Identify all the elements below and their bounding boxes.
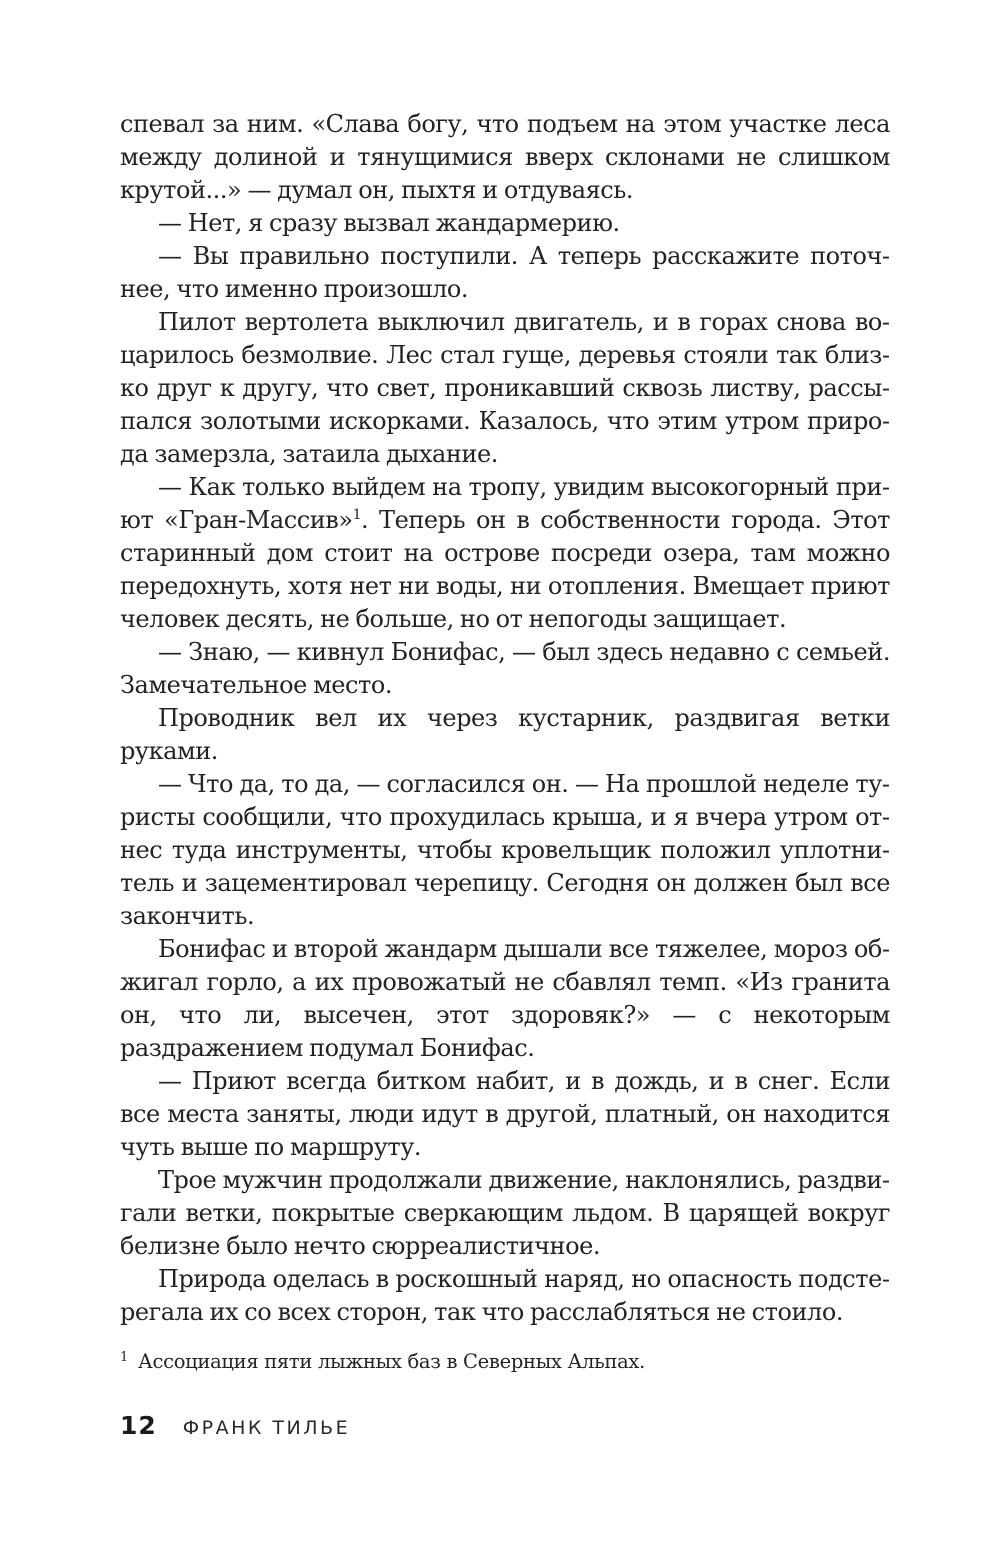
paragraph-3: — Вы правильно поступили. А теперь расскажите поточнее, что именно произошло. (120, 242, 890, 303)
book-page (120, 108, 890, 1440)
author-name: ФРАНК ТИЛЬЕ (182, 1417, 351, 1439)
paragraph-2: — Нет, я сразу вызвал жандармерию. (158, 209, 620, 237)
main-text (120, 108, 890, 1329)
paragraph-12: Природа оделась в роскошный наряд, но опасность подстерегала их со всех сторон, так что расслабляться не стоило. (120, 1265, 890, 1326)
footnote-reference: 1 (352, 507, 362, 523)
paragraph-1: спевал за ним. «Слава богу, что подъем на этом участке леса между долиной и тянущимися вверх склонами не слишком крутой...» — думал он, пыхтя и отдуваясь. (120, 110, 890, 204)
paragraph-4: Пилот вертолета выключил двигатель, и в горах снова воцарилось безмолвие. Лес стал гуще, деревья стояли так близко друг к другу, что свет, проникавший сквозь листву, рассыпался золотыми искорками. Казалось, что этим утром природа замерзла, затаила дыхание. (120, 308, 890, 468)
paragraph-8: — Что да, то да, — согласился он. — На прошлой неделе туристы сообщили, что прохудилась крыша, и я вчера утром отнес туда инструменты, чтобы кровельщик положил уплотнитель и зацементировал черепицу. Сегодня он должен был все закончить. (120, 770, 890, 930)
paragraph-10: — Приют всегда битком набит, и в дождь, и в снег. Если все места заняты, люди идут в другой, платный, он находится чуть выше по маршруту. (120, 1067, 890, 1161)
page-footer (120, 1411, 890, 1440)
paragraph-5-part-2: . Теперь он в собственности города. Этот старинный дом стоит на острове посреди озера, там можно передохнуть, хотя нет ни воды, ни отопления. Вмещает приют человек десять, не больше, но от непогоды защищает. (120, 506, 890, 633)
paragraph-7: Проводник вел их через кустарник, раздвигая ветки руками. (120, 704, 890, 765)
paragraph-6: — Знаю, — кивнул Бонифас, — был здесь недавно с семьей. Замечательное место. (120, 638, 890, 699)
paragraph-5-part-1: — Как только выйдем на тропу, увидим высокогорный приют «Гран-Массив» (120, 473, 890, 534)
footnote (120, 1349, 890, 1375)
page-number: 12 (120, 1411, 157, 1440)
paragraph-5 (120, 471, 890, 636)
paragraph-9: Бонифас и второй жандарм дышали все тяжелее, мороз обжигал горло, а их провожатый не сбавлял темп. «Из гранита он, что ли, высечен, этот здоровяк?» — с некоторым раздражением подумал Бонифас. (120, 935, 890, 1062)
paragraph-11: Трое мужчин продолжали движение, наклонялись, раздвигали ветки, покрытые сверкающим льдом. В царящей вокруг белизне было нечто сюрреалистичное. (120, 1166, 890, 1260)
footnote-mark: 1 (120, 1349, 128, 1365)
footnote-text: Ассоциация пяти лыжных баз в Северных Альпах. (137, 1350, 646, 1373)
